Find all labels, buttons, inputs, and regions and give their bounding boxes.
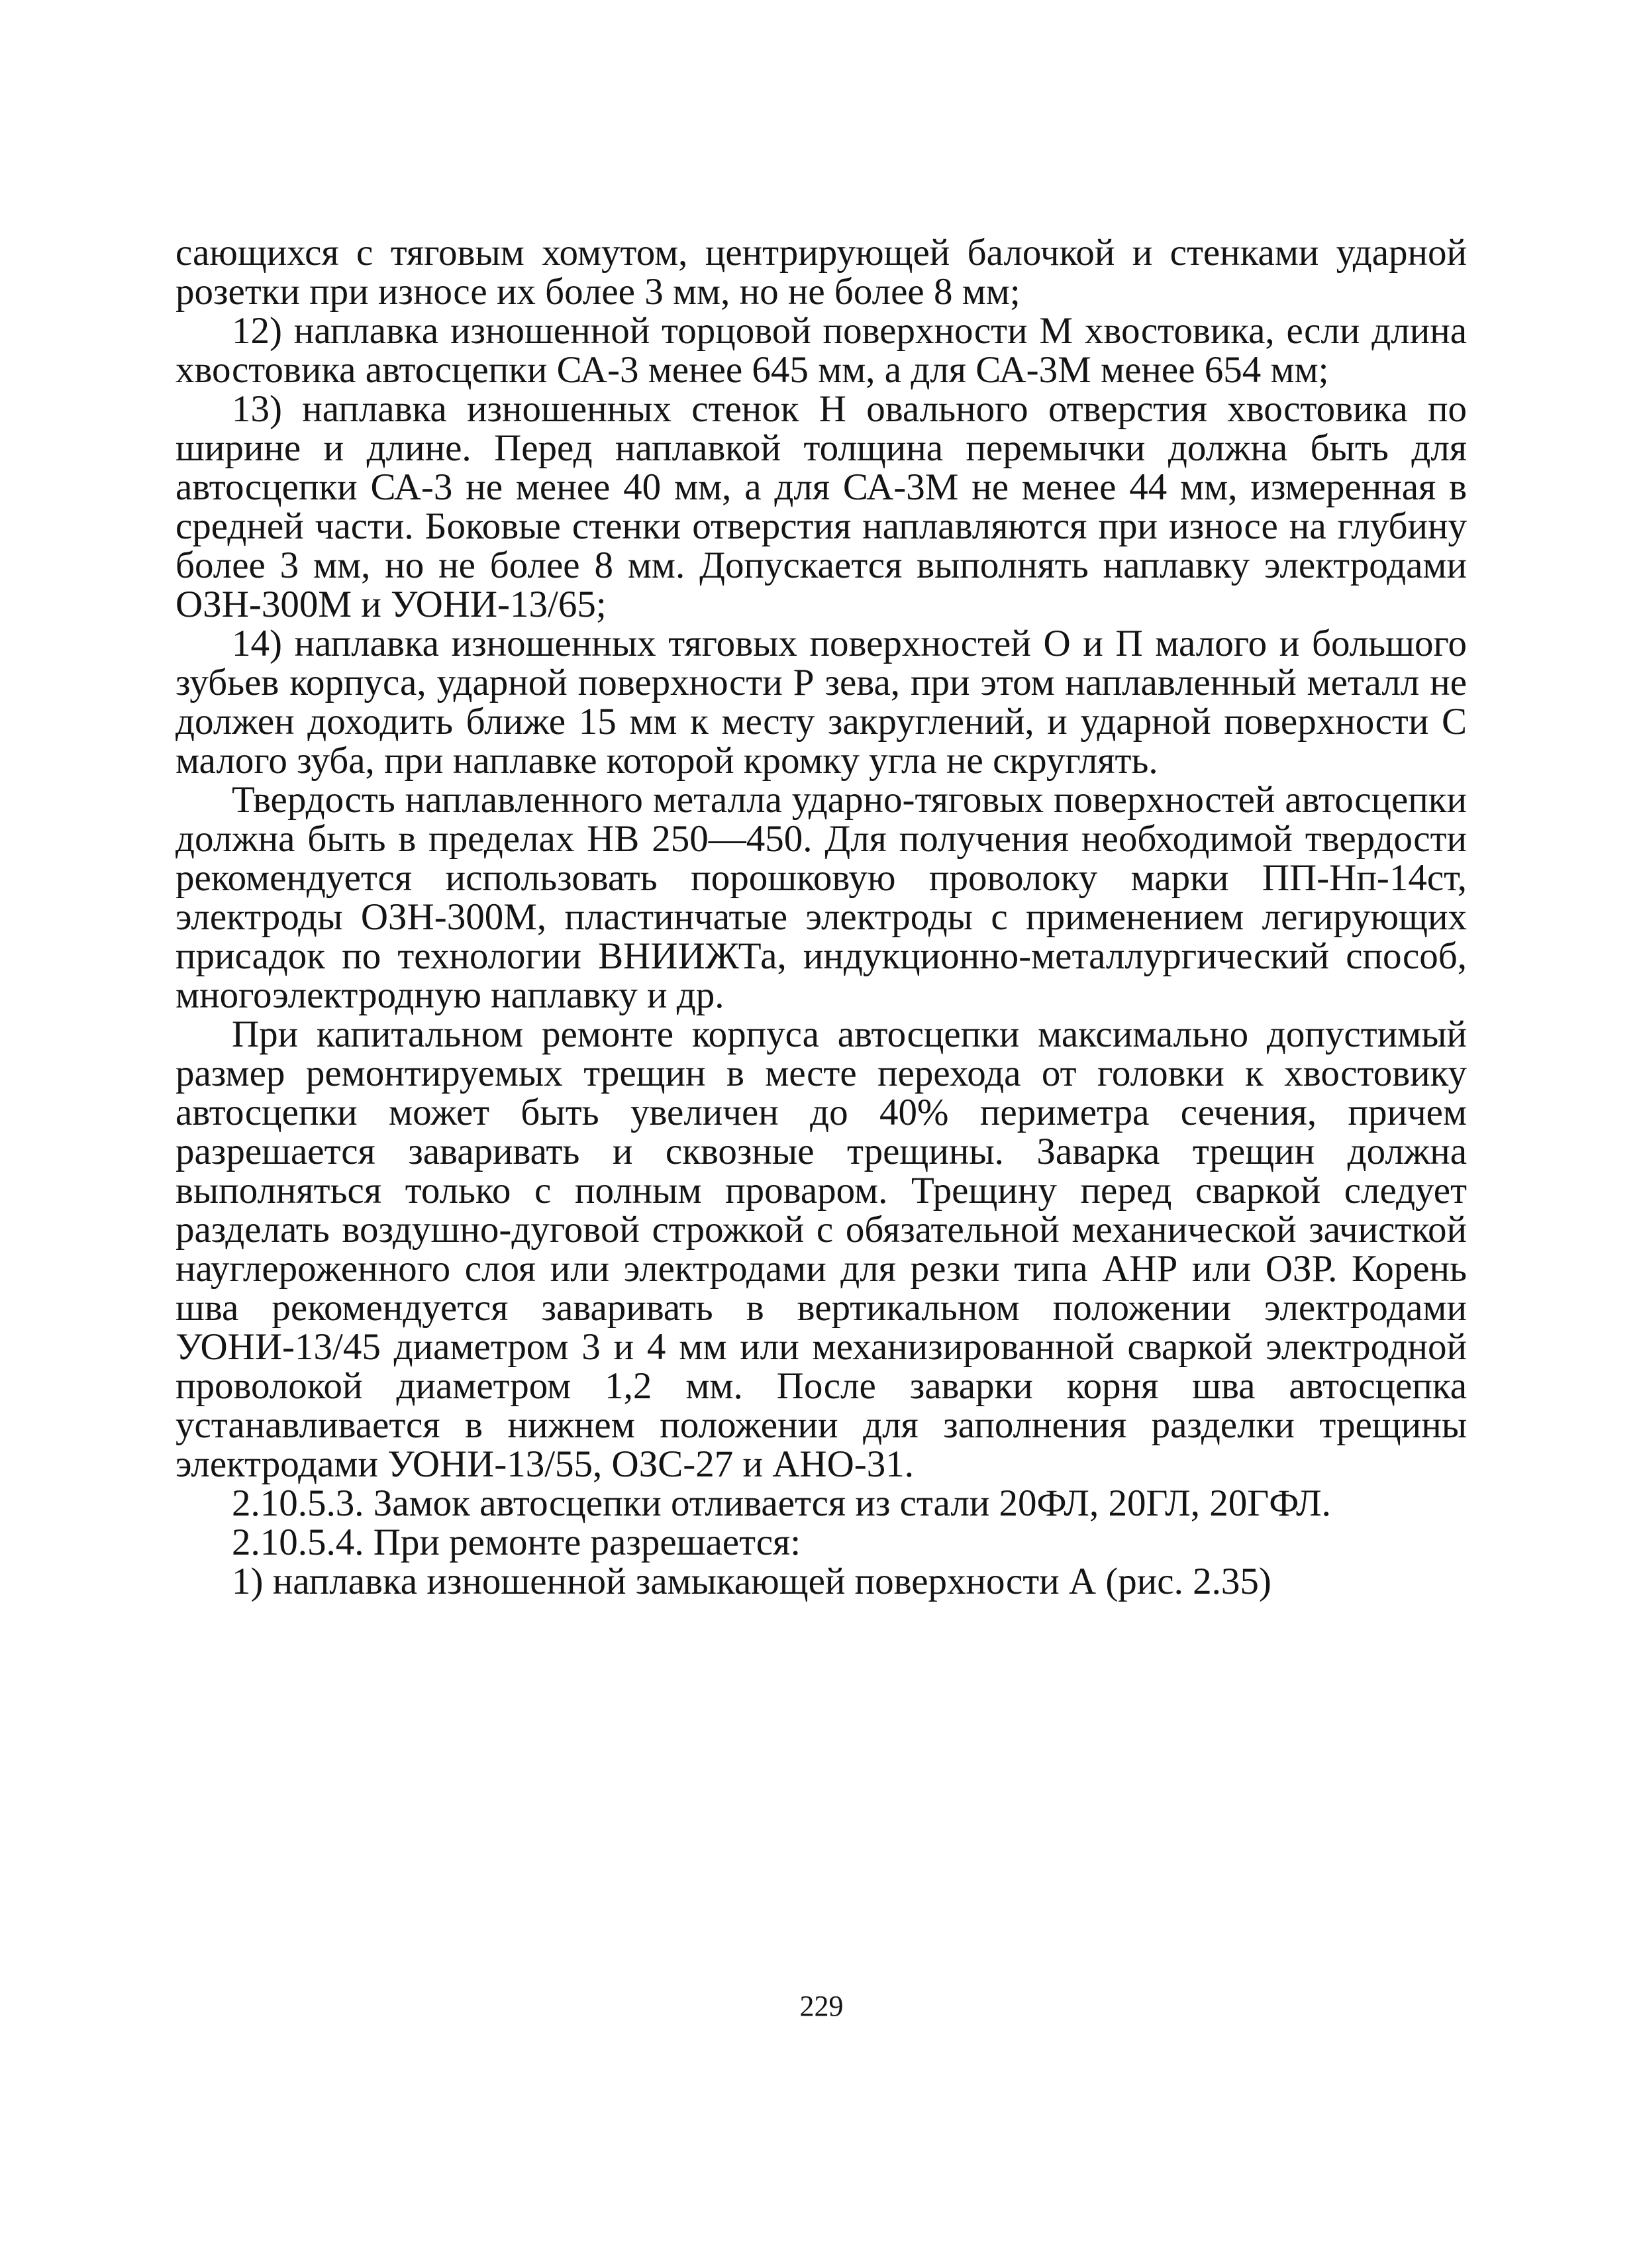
paragraph-item-12: 12) наплавка изношенной торцовой поверхности М хвостовика, если длина хвостовика автосцепки СА-3 менее 645 мм, а для СА-3М менее 654 мм; — [175, 310, 1467, 391]
paragraph-hardness: Твердость наплавленного металла ударно-тяговых поверхностей автосцепки должна быть в пределах НВ 250—450. Для получения необходимой твердости рекомендуется использовать порошковую проволоку марки ПП-Нп-14ст, электроды ОЗН-300М, пластинчатые электроды с применением легирующих присадок по технологии ВНИИЖТа, индукционно-металлургический способ, многоэлектродную наплавку и др. — [175, 779, 1467, 1016]
paragraph-item-1: 1) наплавка изношенной замыкающей поверхности А (рис. 2.35) — [232, 1561, 1271, 1602]
paragraph-item-13: 13) наплавка изношенных стенок Н овального отверстия хвостовика по ширине и длине. Перед наплавкой толщина перемычки должна быть для автосцепки СА-3 не менее 40 мм, а для СА-3М не менее 44 мм, измеренная в средней части. Боковые стенки отверстия наплавляются при износе на глубину более 3 мм, но не более 8 мм. Допускается выполнять наплавку электродами ОЗН-300М и УОНИ-13/65; — [175, 388, 1467, 625]
page-number: 229 — [799, 1990, 844, 2022]
paragraph-section-2-10-5-3: 2.10.5.3. Замок автосцепки отливается из стали 20ФЛ, 20ГЛ, 20ГФЛ. — [232, 1482, 1331, 1524]
paragraph-continued: сающихся с тяговым хомутом, центрирующей балочкой и стенками ударной розетки при износе их более 3 мм, но не более 8 мм; — [175, 232, 1467, 313]
paragraph-section-2-10-5-4: 2.10.5.4. При ремонте разрешается: — [232, 1521, 801, 1563]
paragraph-capital-repair: При капитальном ремонте корпуса автосцепки максимально допустимый размер ремонтируемых трещин в месте перехода от головки к хвостовику автосцепки может быть увеличен до 40% периметра сечения, причем разрешается заваривать и сквозные трещины. Заварка трещин должна выполняться только с полным проваром. Трещину перед сваркой следует разделать воздушно-дуговой строжкой с обязательной механической зачисткой науглероженного слоя или электродами для резки типа АНР или ОЗР. Корень шва рекомендуется заваривать в вертикальном положении электродами УОНИ-13/45 диаметром 3 и 4 мм или механизированной сваркой электродной проволокой диаметром 1,2 мм. После заварки корня шва автосцепка устанавливается в нижнем положении для заполнения разделки трещины электродами УОНИ-13/55, ОЗС-27 и АНО-31. — [175, 1013, 1467, 1485]
page-body — [175, 233, 1467, 1601]
paragraph-item-14: 14) наплавка изношенных тяговых поверхностей О и П малого и большого зубьев корпуса, ударной поверхности Р зева, при этом наплавленный металл не должен доходить ближе 15 мм к месту закруглений, и ударной поверхности С малого зуба, при наплавке которой кромку угла не скруглять. — [175, 623, 1467, 782]
